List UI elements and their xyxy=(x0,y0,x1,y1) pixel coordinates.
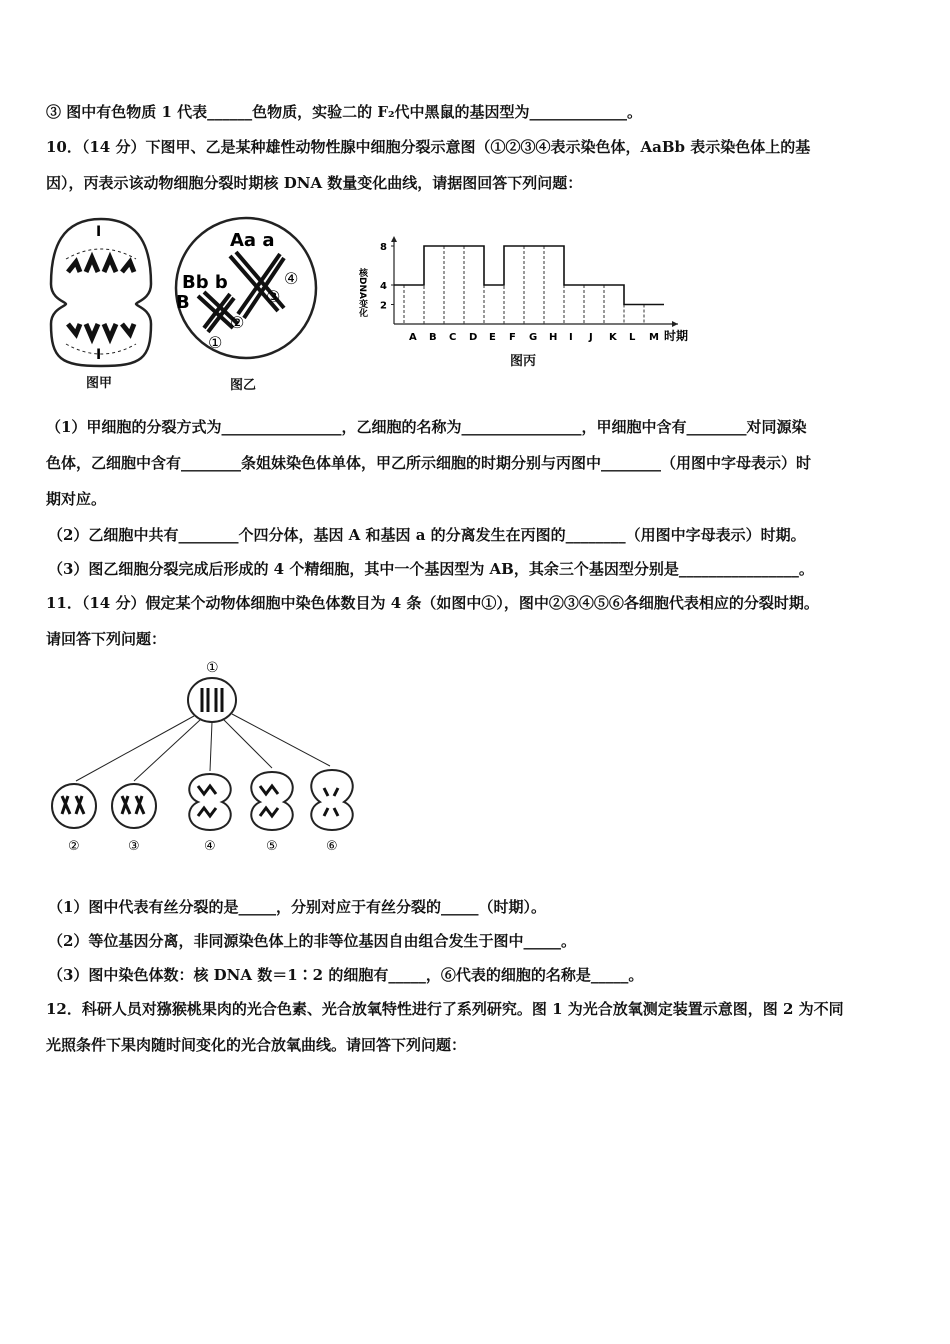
x-tick-label: E xyxy=(489,332,496,343)
chromosome-1-label: ① xyxy=(208,333,223,352)
x-tick-label: I xyxy=(569,332,573,343)
q12-stem-2: 光照条件下果肉随时间变化的光合放氧曲线。请回答下列问题： xyxy=(46,1036,467,1054)
x-tick-label: B xyxy=(429,332,437,343)
x-tick-label: C xyxy=(449,332,457,343)
line-prev-q: ③ 图中有色物质 1 代表______色物质，实验二的 F₂代中黑鼠的基因型为_____________。 xyxy=(46,103,643,121)
q10-part1-line1: （1）甲细胞的分裂方式为________________，乙细胞的名称为________________，甲细胞中含有________对同源染 xyxy=(46,418,807,436)
cell-jia-drawing xyxy=(46,214,156,394)
x-tick-label: F xyxy=(509,332,516,343)
figure-q11 xyxy=(46,656,366,856)
figure-yi xyxy=(168,216,328,392)
q10-part1-line2: 色体，乙细胞中含有________条姐妹染色体单体，甲乙所示细胞的时期分别与丙图中________（用图中字母表示）时 xyxy=(46,454,812,472)
x-tick-label: M xyxy=(649,332,659,343)
figure-yi-caption: 图乙 xyxy=(230,378,257,393)
q12-stem-1: 12．科研人员对猕猴桃果肉的光合色素、光合放氧特性进行了系列研究。图 1 为光合放氧测定装置示意图，图 2 为不同 xyxy=(46,1000,844,1018)
figure-jia-caption: 图甲 xyxy=(86,376,113,391)
q11-stem-2: 请回答下列问题： xyxy=(46,630,167,648)
cell-5-label: ⑤ xyxy=(266,839,278,854)
x-tick-label: A xyxy=(409,332,417,343)
y-tick-label-2: 2 xyxy=(380,300,387,312)
dna-series-line xyxy=(394,246,664,305)
q10-stem-1: 10．（14 分）下图甲、乙是某种雄性动物性腺中细胞分裂示意图（①②③④表示染色体，AaBb 表示染色体上的基 xyxy=(46,138,811,156)
q10-part3: （3）图乙细胞分裂完成后形成的 4 个精细胞，其中一个基因型为 AB，其余三个基因型分别是________________。 xyxy=(48,560,814,578)
cell-6-label: ⑥ xyxy=(326,839,338,854)
y-axis-label: 核DNA变化 xyxy=(357,268,367,317)
cell-4-label: ④ xyxy=(204,839,216,854)
y-tick-label-8: 8 xyxy=(380,242,387,253)
x-tick-label: H xyxy=(549,332,558,343)
cell-yi-drawing xyxy=(168,216,328,366)
x-axis-label: 时期 xyxy=(664,329,689,343)
q11-part3: （3）图中染色体数：核 DNA 数＝1∶2 的细胞有_____，⑥代表的细胞的名称是_____。 xyxy=(48,966,644,984)
q10-part1-line3: 期对应。 xyxy=(46,490,107,508)
division-tree-drawing xyxy=(46,656,366,856)
figure-bing xyxy=(357,232,690,382)
q10-stem-2: 因），丙表示该动物细胞分裂时期核 DNA 数量变化曲线，请据图回答下列问题： xyxy=(46,174,583,192)
gene-label-Aa: Aa a xyxy=(230,230,275,251)
chromosome-2-label: ② xyxy=(230,313,245,332)
cell-2-label: ② xyxy=(68,839,80,854)
chromosome-4-label: ④ xyxy=(284,269,299,288)
svg-text:I: I xyxy=(96,347,102,363)
x-tick-label: G xyxy=(529,332,538,343)
y-tick-label-4: 4 xyxy=(380,281,387,292)
figure-jia xyxy=(46,214,156,394)
x-tick-label: K xyxy=(609,332,617,343)
figure-bing-caption: 图丙 xyxy=(510,354,537,369)
gene-label-Bb: Bb b xyxy=(182,272,228,293)
q11-part2: （2）等位基因分离，非同源染色体上的非等位基因自由组合发生于图中_____。 xyxy=(48,932,576,950)
q10-part2: （2）乙细胞中共有________个四分体，基因 A 和基因 a 的分离发生在丙图的________（用图中字母表示）时期。 xyxy=(48,526,806,544)
x-tick-label: J xyxy=(589,332,593,343)
q11-part1: （1）图中代表有丝分裂的是_____，分别对应于有丝分裂的_____（时期）。 xyxy=(48,898,546,916)
q11-stem-1: 11．（14 分）假定某个动物体细胞中染色体数目为 4 条（如图中①），图中②③④⑤⑥各细胞代表相应的分裂时期。 xyxy=(46,594,819,612)
cell-3-label: ③ xyxy=(128,839,140,854)
svg-text:I: I xyxy=(96,224,102,240)
x-tick-label: D xyxy=(469,332,478,343)
chromosome-3-label: ③ xyxy=(266,287,281,306)
cell-1-label: ① xyxy=(206,660,219,676)
x-tick-label: L xyxy=(629,332,636,343)
gene-label-B: B xyxy=(176,292,190,313)
